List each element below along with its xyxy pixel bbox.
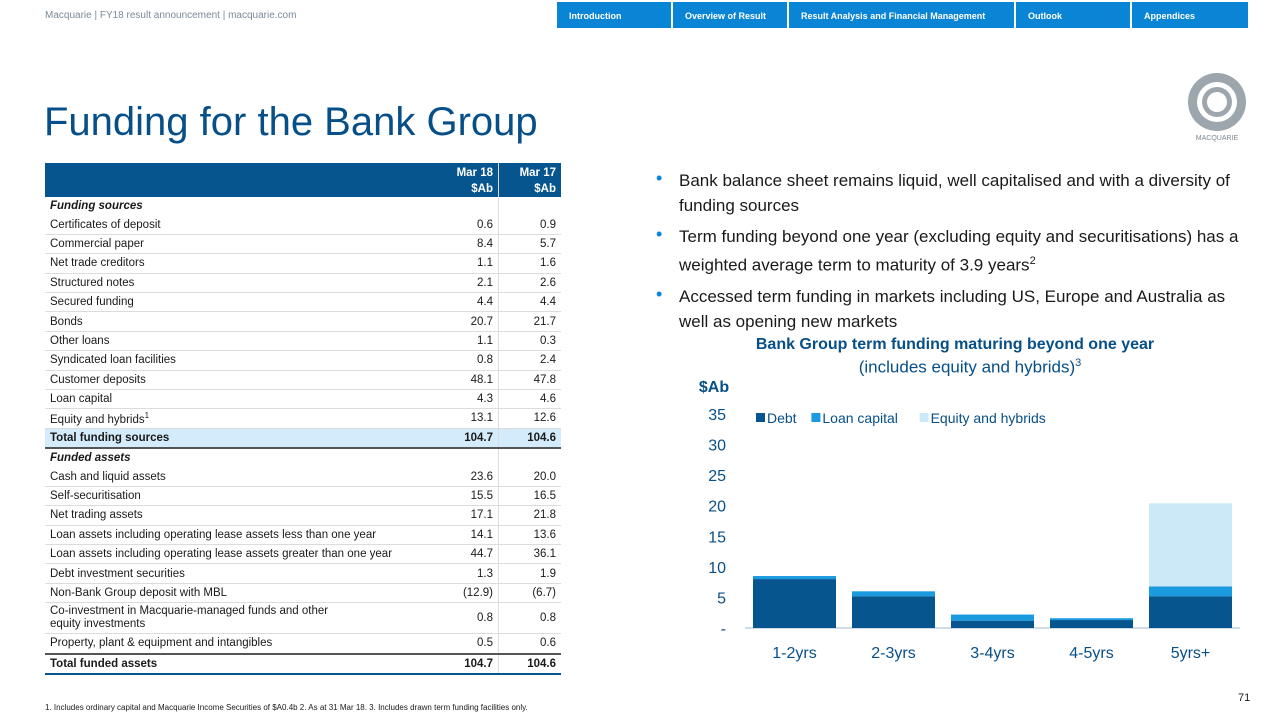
row-label: Syndicated loan facilities [45, 351, 430, 370]
row-label: Debt investment securities [45, 564, 430, 583]
row-mar18: 17.1 [430, 506, 499, 525]
nav-appendices[interactable]: Appendices [1132, 2, 1248, 28]
nav-overview-of-result[interactable]: Overview of Result [673, 2, 787, 28]
table-row [45, 215, 561, 234]
bar-equity-and-hybrids-5yrs+ [1149, 503, 1232, 586]
legend-swatch [756, 413, 765, 422]
bullet-list [656, 168, 1246, 340]
term-funding-chart [690, 372, 1250, 672]
logo-wordmark: MACQUARIE [1195, 135, 1239, 142]
row-label: Commercial paper [45, 234, 430, 253]
row-label: Customer deposits [45, 370, 430, 389]
row-label: Certificates of deposit [45, 215, 430, 234]
x-tick-label: 4-5yrs [1069, 645, 1114, 662]
bar-loan-capital-2-3yrs [852, 591, 935, 596]
page-title: Funding for the Bank Group [44, 100, 538, 144]
bar-debt-2-3yrs [852, 596, 935, 628]
y-tick-label: 35 [708, 407, 726, 424]
y-tick-label: 20 [708, 498, 726, 516]
x-tick-label: 1-2yrs [772, 645, 817, 662]
legend-swatch [920, 413, 929, 422]
table-row [45, 254, 561, 273]
row-mar18: 0.8 [430, 351, 499, 370]
x-tick-label: 2-3yrs [871, 645, 916, 662]
table-row [45, 545, 561, 564]
bar-debt-4-5yrs [1050, 620, 1133, 628]
breadcrumb: Macquarie | FY18 result announcement | macquarie.com [45, 10, 297, 21]
y-tick-label: 15 [708, 529, 726, 547]
table-row [45, 486, 561, 505]
bar-debt-5yrs+ [1149, 596, 1232, 628]
col-mar17-header: Mar 17 $Ab [499, 163, 562, 197]
row-label: Loan assets including operating lease assets greater than one year [45, 545, 430, 564]
row-mar18: 4.4 [430, 292, 499, 311]
chart-title: Bank Group term funding maturing beyond one year [755, 336, 1155, 353]
row-mar18: 15.5 [430, 486, 499, 505]
chart-subtitle: (includes equity and hybrids)$^3$ [858, 357, 1082, 377]
row-mar18: 1.3 [430, 564, 499, 583]
row-mar18: (12.9) [430, 583, 499, 602]
x-tick-label: 3-4yrs [970, 645, 1015, 662]
row-label: Equity and hybrids$^1$ [45, 409, 430, 428]
row-mar18: 48.1 [430, 370, 499, 389]
legend-label: Debt [767, 410, 797, 426]
row-mar17: 12.6 [499, 409, 562, 428]
y-tick-label: 5 [717, 590, 726, 608]
row-mar18: 0.8 [430, 603, 499, 634]
row-mar17: 5.7 [499, 234, 562, 253]
legend-label: Equity and hybrids [930, 410, 1046, 426]
table-row [45, 273, 561, 292]
total-funding-sources-row: Total funding sources 104.7 104.6 [45, 428, 561, 448]
y-tick-label: 30 [708, 437, 726, 455]
row-mar17: 2.6 [499, 273, 562, 292]
nav-introduction[interactable]: Introduction [557, 2, 671, 28]
table-row [45, 564, 561, 583]
row-mar18: 14.1 [430, 525, 499, 544]
row-mar18: 23.6 [430, 467, 499, 486]
row-mar17: 4.6 [499, 389, 562, 408]
row-label: Loan capital [45, 389, 430, 408]
row-label: Cash and liquid assets [45, 467, 430, 486]
bar-debt-1-2yrs [753, 579, 836, 628]
table-row [45, 409, 561, 428]
funded-assets-heading: Funded assets [50, 452, 131, 465]
bar-loan-capital-1-2yrs [753, 576, 836, 579]
table-row [45, 331, 561, 350]
row-mar18: 13.1 [430, 409, 499, 428]
row-mar17: 0.3 [499, 331, 562, 350]
row-mar18: 0.6 [430, 215, 499, 234]
table-row [45, 234, 561, 253]
x-tick-label: 5yrs+ [1170, 645, 1211, 662]
row-label: Co-investment in Macquarie-managed funds and other equity investments [45, 603, 430, 634]
row-label: Net trading assets [45, 506, 430, 525]
bullet-item: • Bank balance sheet remains liquid, well capitalised and with a diversity of funding sources [656, 168, 1246, 218]
row-label: Net trade creditors [45, 254, 430, 273]
row-mar17: 36.1 [499, 545, 562, 564]
col-mar18-header: Mar 18 $Ab [430, 163, 499, 197]
row-mar17: 21.8 [499, 506, 562, 525]
bullet-item: • Term funding beyond one year (excluding equity and securitisations) has a weighted average term to maturity of 3.9 years$^2$ [656, 224, 1246, 278]
row-label: Secured funding [45, 292, 430, 311]
row-mar17: 0.8 [499, 603, 562, 634]
row-label: Structured notes [45, 273, 430, 292]
table-row [45, 525, 561, 544]
funding-table [45, 163, 561, 675]
nav-outlook[interactable]: Outlook [1016, 2, 1130, 28]
bar-debt-3-4yrs [951, 621, 1034, 628]
table-row [45, 506, 561, 525]
row-mar18: 0.5 [430, 634, 499, 654]
table-row [45, 292, 561, 311]
row-mar17: (6.7) [499, 583, 562, 602]
row-label: Self-securitisation [45, 486, 430, 505]
row-mar18: 8.4 [430, 234, 499, 253]
total-funded-assets-row: Total funded assets 104.7 104.6 [45, 654, 561, 674]
table-row [45, 583, 561, 602]
row-mar18: 4.3 [430, 389, 499, 408]
row-mar18: 20.7 [430, 312, 499, 331]
row-mar17: 47.8 [499, 370, 562, 389]
y-tick-label: 25 [708, 468, 726, 486]
y-tick-label: 10 [708, 559, 726, 577]
nav-result-analysis[interactable]: Result Analysis and Financial Management [789, 2, 1014, 28]
row-mar17: 21.7 [499, 312, 562, 331]
table-row [45, 467, 561, 486]
row-label: Bonds [45, 312, 430, 331]
table-row [45, 603, 561, 634]
bar-loan-capital-5yrs+ [1149, 586, 1232, 596]
y-tick-label: - [720, 621, 726, 638]
row-mar17: 1.9 [499, 564, 562, 583]
row-label: Loan assets including operating lease assets less than one year [45, 525, 430, 544]
bullet-item: • Accessed term funding in markets including US, Europe and Australia as well as opening new markets [656, 284, 1246, 334]
row-label: Non-Bank Group deposit with MBL [45, 583, 430, 602]
row-mar17: 4.4 [499, 292, 562, 311]
row-mar18: 44.7 [430, 545, 499, 564]
table-row [45, 634, 561, 654]
row-mar18: 1.1 [430, 254, 499, 273]
table-row [45, 389, 561, 408]
funding-sources-heading: Funding sources [50, 200, 143, 213]
footnote: 1. Includes ordinary capital and Macquarie Income Securities of $A0.4b 2. As at 31 Mar 18. 3. Includes drawn term funding facilities only. [45, 703, 528, 712]
row-mar17: 20.0 [499, 467, 562, 486]
row-mar17: 0.9 [499, 215, 562, 234]
macquarie-logo [1185, 72, 1249, 144]
table-row [45, 370, 561, 389]
row-mar17: 0.6 [499, 634, 562, 654]
row-mar17: 16.5 [499, 486, 562, 505]
row-label: Other loans [45, 331, 430, 350]
row-mar18: 2.1 [430, 273, 499, 292]
table-header [45, 163, 561, 197]
bar-loan-capital-3-4yrs [951, 615, 1034, 621]
row-mar18: 1.1 [430, 331, 499, 350]
legend-swatch [811, 413, 820, 422]
row-label: Property, plant & equipment and intangibles [45, 634, 430, 654]
row-mar17: 1.6 [499, 254, 562, 273]
table-row [45, 312, 561, 331]
page-number: 71 [1238, 692, 1251, 704]
legend-label: Loan capital [822, 410, 898, 426]
y-axis-label: $Ab [698, 379, 730, 396]
bar-loan-capital-4-5yrs [1050, 618, 1133, 620]
section-nav [557, 2, 1248, 28]
row-mar17: 13.6 [499, 525, 562, 544]
row-mar17: 2.4 [499, 351, 562, 370]
table-row [45, 351, 561, 370]
